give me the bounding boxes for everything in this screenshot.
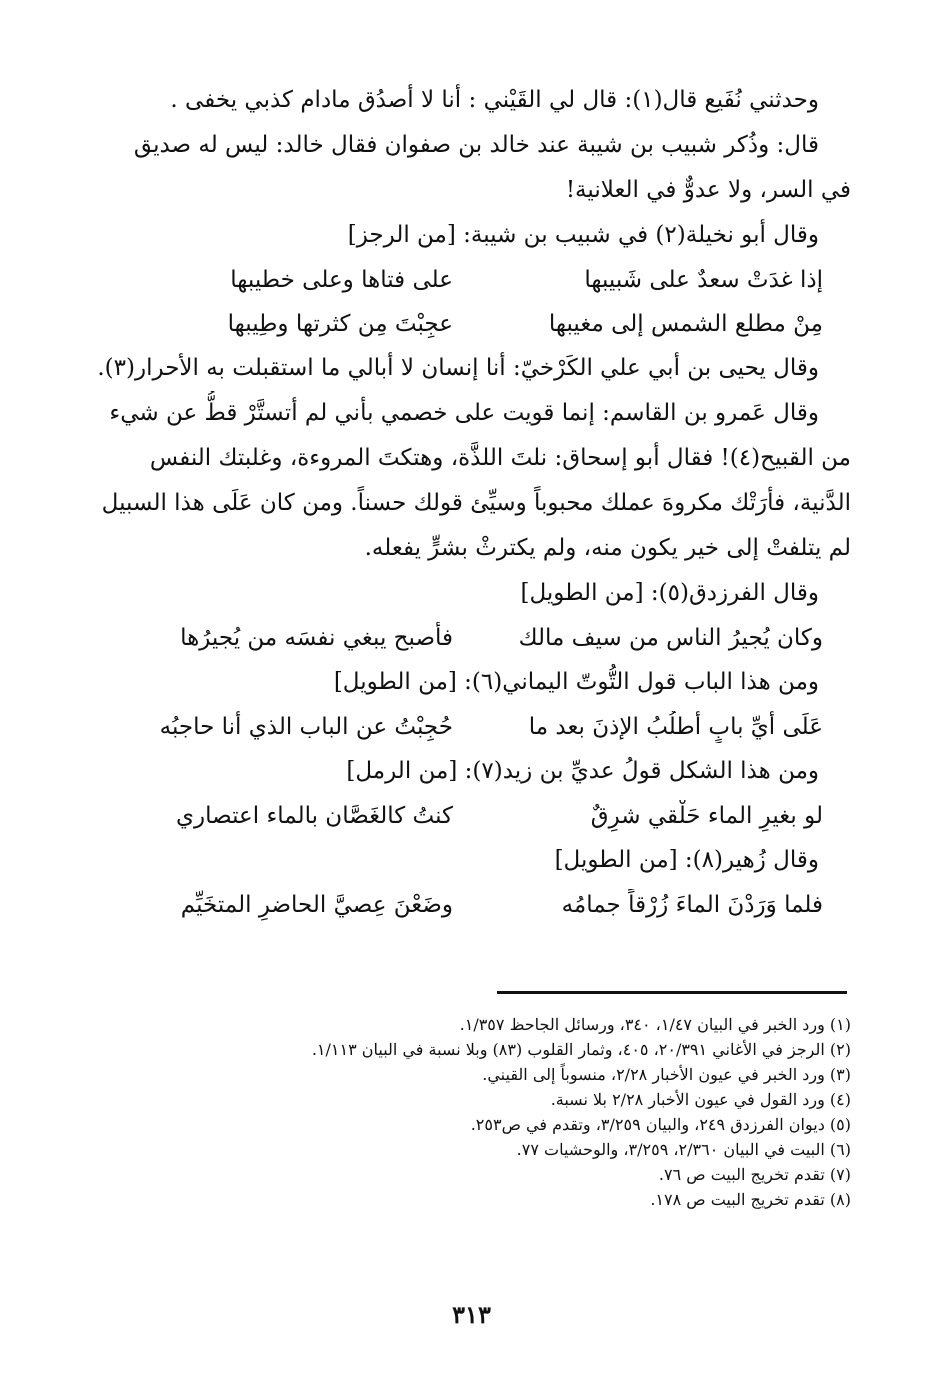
text-line: لم يتلفتْ إلى خير يكون منه، ولم يكترثْ بشرٍّ يفعله. bbox=[364, 535, 851, 561]
hemistich-first: وكان يُجيرُ الناس من سيف مالك bbox=[518, 625, 823, 651]
hemistich-second: كنتُ كالغَصَّان بالماء اعتصاري bbox=[176, 803, 453, 829]
page-number: ٣١٣ bbox=[452, 1300, 491, 1329]
hemistich-second: فأصبح يبغي نفسَه من يُجيرُها bbox=[180, 625, 453, 651]
text-line: قال: وذُكر شبيب بن شيبة عند خالد بن صفوان فقال خالد: ليس له صديق bbox=[133, 132, 819, 158]
hemistich-first: لو بغيرِ الماء حَلْقي شرِقٌ bbox=[590, 803, 823, 829]
text-line: وقال الفرزدق(٥): [من الطويل] bbox=[520, 580, 819, 606]
hemistich-second: حُجِبْتُ عن الباب الذي أنا حاجبُه bbox=[159, 714, 453, 740]
body-text bbox=[78, 78, 851, 927]
text-line: وقال أبو نخيلة(٢) في شبيب بن شيبة: [من الرجز] bbox=[347, 222, 819, 248]
footnote: (٧) تقدم تخريج البيت ص ٧٦. bbox=[658, 1165, 851, 1184]
verse-line bbox=[78, 302, 851, 346]
footnote: (١) ورد الخبر في البيان ١/٤٧، ٣٤٠، ورسائل الجاحظ ١/٣٥٧. bbox=[459, 1015, 851, 1034]
text-line: وقال يحيى بن أبي علي الكَرْخيّ: أنا إنسان لا أبالي ما استقبلت به الأحرار(٣). bbox=[97, 355, 819, 381]
hemistich-first: إذا غدَتْ سعدٌ على شَبيبها bbox=[584, 267, 823, 293]
footnote: (٣) ورد الخبر في عيون الأخبار ٢/٢٨، منسوباً إلى القيني. bbox=[482, 1065, 851, 1084]
footnote: (٨) تقدم تخريج البيت ص ١٧٨. bbox=[650, 1190, 851, 1209]
text-line: وحدثني نُفَيع قال(١): قال لي القَيْني : أنا لا أصدُق مادام كذبي يخفى . bbox=[170, 87, 819, 113]
footnote: (٥) ديوان الفرزدق ٢٤٩، والبيان ٣/٢٥٩، وتقدم في ص٢٥٣. bbox=[470, 1115, 851, 1134]
hemistich-second: عجِبْتَ مِن كثرتها وطِيبها bbox=[227, 311, 453, 337]
text-line: وقال زُهير(٨): [من الطويل] bbox=[554, 847, 819, 873]
hemistich-first: عَلَى أيِّ بابٍ أطلُبُ الإذنَ بعد ما bbox=[528, 714, 823, 740]
footnote: (٢) الرجز في الأغاني ٢٠/٣٩١، ٤٠٥، وثمار القلوب (٨٣) وبلا نسبة في البيان ١/١١٣. bbox=[311, 1040, 851, 1059]
footnote: (٦) البيت في البيان ٢/٣٦٠، ٣/٢٥٩، والوحشيات ٧٧. bbox=[516, 1140, 851, 1159]
verse-line bbox=[78, 616, 851, 660]
verse-line bbox=[78, 258, 851, 302]
hemistich-first: مِنْ مطلع الشمس إلى مغيبها bbox=[548, 311, 823, 337]
hemistich-second: وضَعْنَ عِصيَّ الحاضرِ المتخَيِّم bbox=[180, 892, 453, 918]
text-line: في السر، ولا عدوٌّ في العلانية! bbox=[565, 177, 851, 203]
text-line: ومن هذا الباب قول التُّوتّ اليماني(٦): [من الطويل] bbox=[333, 669, 819, 695]
verse-line bbox=[78, 794, 851, 838]
text-line: الدَّنية، فأرَتْك مكروهَ عملك محبوباً وسيِّئ قولك حسناً. ومن كان عَلَى هذا السبيل bbox=[101, 490, 851, 516]
hemistich-first: فلما وَرَدْنَ الماءَ زُرْقاً جمامُه bbox=[561, 892, 823, 918]
text-line: ومن هذا الشكل قولُ عديِّ بن زيد(٧): [من الرمل] bbox=[346, 758, 819, 784]
verse-line bbox=[78, 883, 851, 927]
footnote: (٤) ورد القول في عيون الأخبار ٢/٢٨ بلا نسبة. bbox=[550, 1090, 851, 1109]
text-line: من القبيح(٤)! فقال أبو إسحاق: نلتَ اللذَّة، وهتكتَ المروءة، وغلبتك النفس bbox=[149, 445, 851, 471]
verse-line bbox=[78, 705, 851, 749]
text-line: وقال عَمرو بن القاسم: إنما قويت على خصمي بأني لم أتستَّرْ قطُّ عن شيء bbox=[109, 400, 819, 426]
footnotes bbox=[160, 1012, 851, 1212]
footnote-divider bbox=[497, 991, 847, 994]
hemistich-second: على فتاها وعلى خطيبها bbox=[230, 267, 453, 293]
